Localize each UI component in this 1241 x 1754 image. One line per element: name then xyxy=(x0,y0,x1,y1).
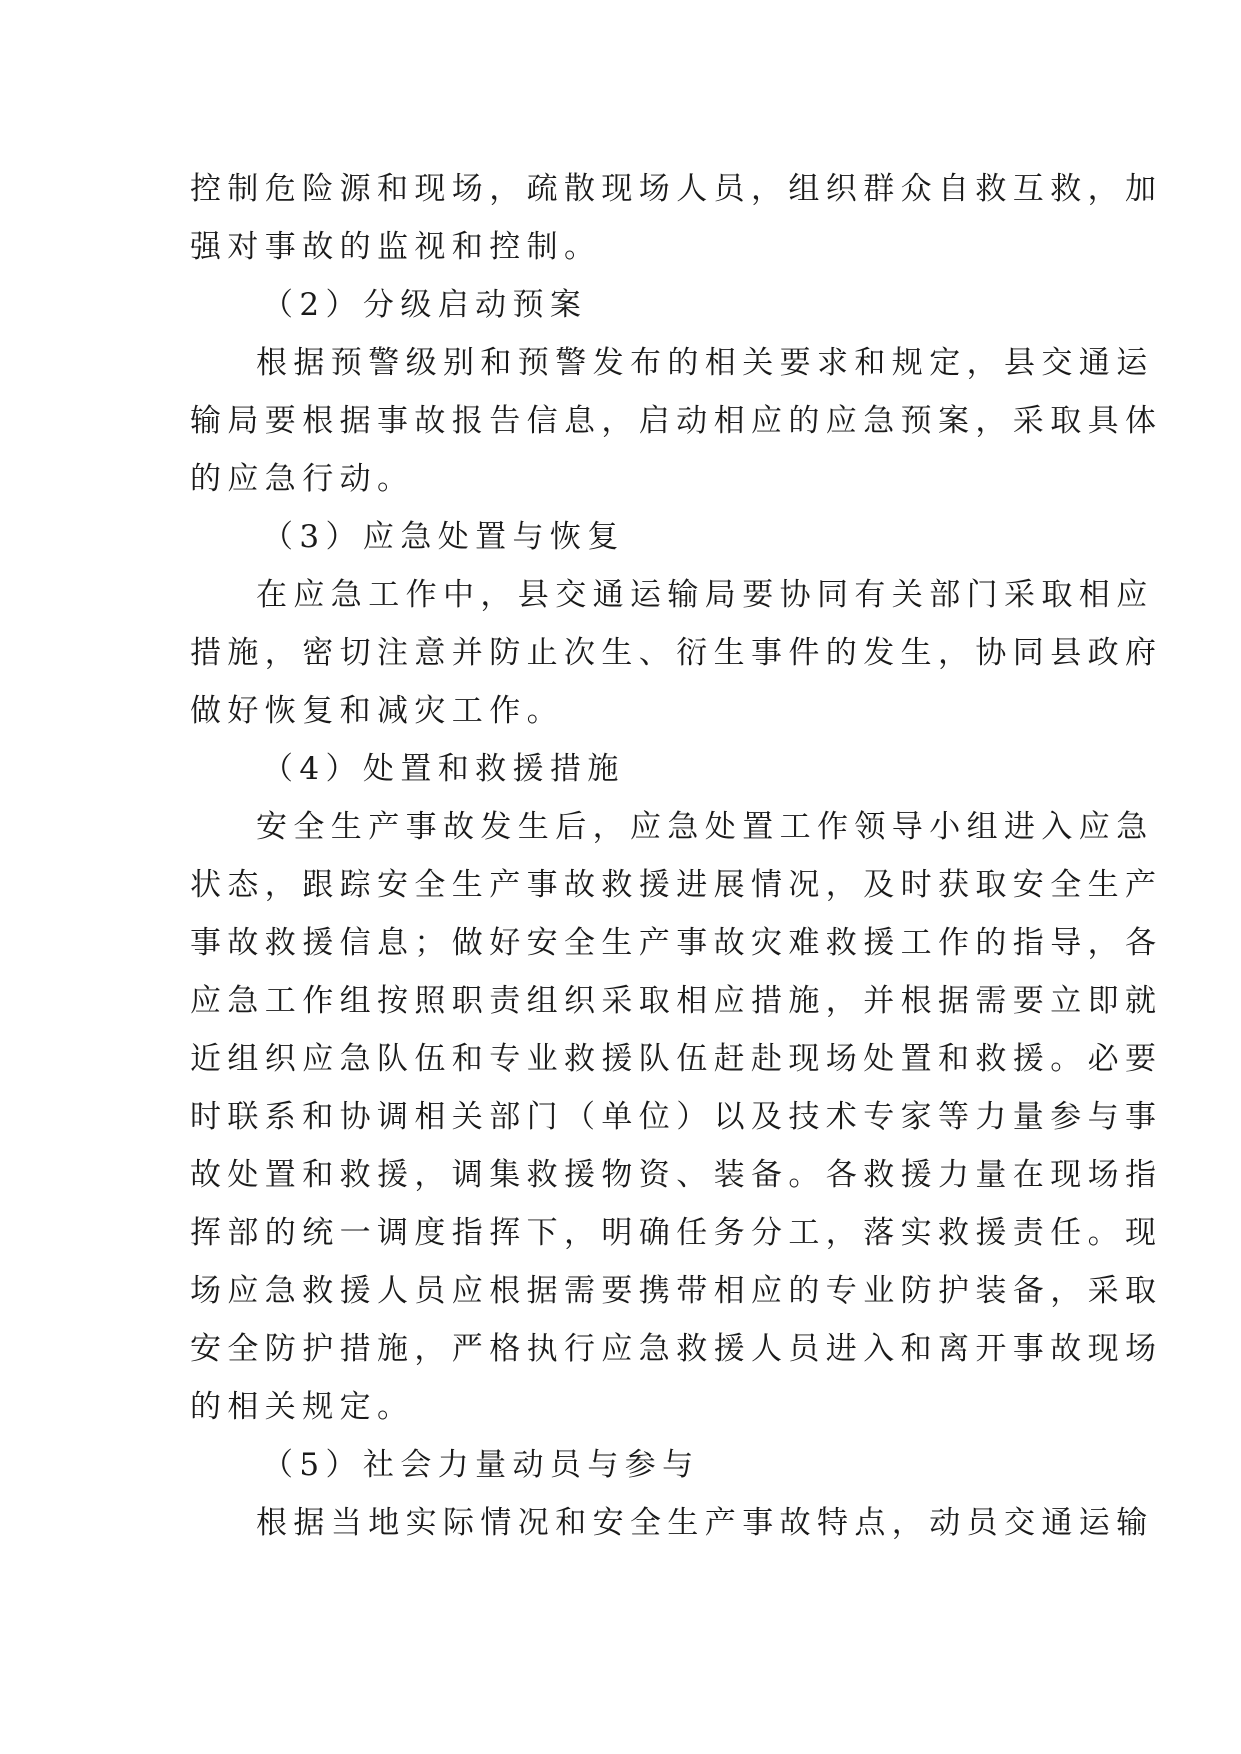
document-body xyxy=(190,160,1163,1552)
text-line: 强对事故的监视和控制。 xyxy=(190,229,602,265)
section-heading: （3）应急处置与恢复 xyxy=(262,519,625,555)
paragraph-start: 在应急工作中，县交通运输局要协同有关部门采取相应 xyxy=(256,577,1154,613)
paragraph-start: 安全生产事故发生后，应急处置工作领导小组进入应急 xyxy=(256,809,1154,845)
section-heading: （4）处置和救援措施 xyxy=(262,751,625,787)
text-line: 输局要根据事故报告信息，启动相应的应急预案，采取具体 xyxy=(190,403,1163,439)
text-line: 挥部的统一调度指挥下，明确任务分工，落实救援责任。现 xyxy=(190,1215,1163,1251)
text-line: 应急工作组按照职责组织采取相应措施，并根据需要立即就 xyxy=(190,983,1163,1019)
paragraph-start: 根据预警级别和预警发布的相关要求和规定，县交通运 xyxy=(256,345,1154,381)
text-line: 做好恢复和减灾工作。 xyxy=(190,693,564,729)
text-line: 近组织应急队伍和专业救援队伍赶赴现场处置和救援。必要 xyxy=(190,1041,1163,1077)
text-line: 状态，跟踪安全生产事故救援进展情况，及时获取安全生产 xyxy=(190,867,1163,903)
text-line: 场应急救援人员应根据需要携带相应的专业防护装备，采取 xyxy=(190,1273,1163,1309)
text-line: 事故救援信息；做好安全生产事故灾难救援工作的指导，各 xyxy=(190,925,1163,961)
text-line: 时联系和协调相关部门（单位）以及技术专家等力量参与事 xyxy=(190,1099,1163,1135)
section-heading: （2）分级启动预案 xyxy=(262,287,588,323)
section-heading: （5）社会力量动员与参与 xyxy=(262,1447,700,1483)
text-line: 安全防护措施，严格执行应急救援人员进入和离开事故现场 xyxy=(190,1331,1163,1367)
text-line: 的相关规定。 xyxy=(190,1389,415,1425)
text-line: 措施，密切注意并防止次生、衍生事件的发生，协同县政府 xyxy=(190,635,1163,671)
text-line: 故处置和救援，调集救援物资、装备。各救援力量在现场指 xyxy=(190,1157,1163,1193)
text-line: 控制危险源和现场，疏散现场人员，组织群众自救互救，加 xyxy=(190,171,1163,207)
text-line: 的应急行动。 xyxy=(190,461,415,497)
paragraph-start: 根据当地实际情况和安全生产事故特点，动员交通运输 xyxy=(256,1505,1154,1541)
